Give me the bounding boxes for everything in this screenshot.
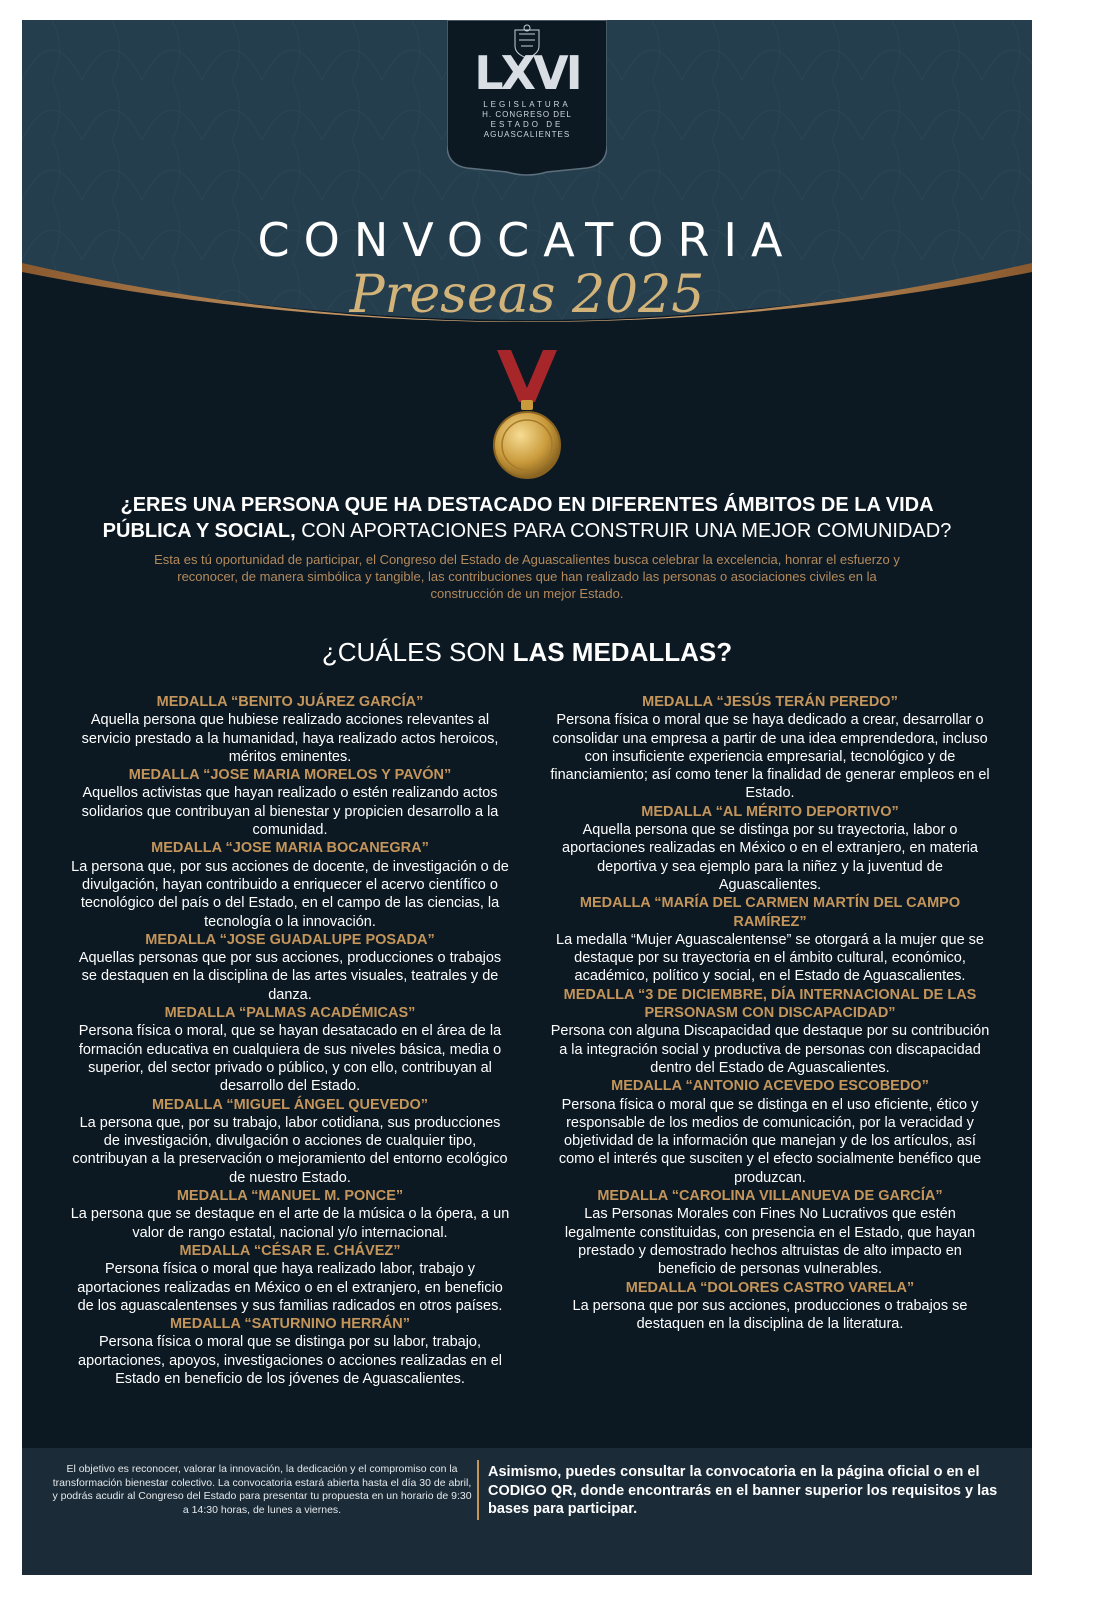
medal-description: Persona física o moral que se distinga en el uso eficiente, ético y responsable de los medios de comunicación, por la veracidad y objetividad de la información que manejan y de los artículos, así como el interés que susciten y el efecto socialmente benéfico que produzcan.	[558, 1096, 982, 1186]
footer-divider	[477, 1460, 479, 1520]
medals-list-left	[70, 693, 510, 1388]
medal-name: MEDALLA “AL MÉRITO DEPORTIVO”	[641, 803, 899, 820]
medal-description: La persona que, por su trabajo, labor cotidiana, sus producciones de investigación, divulgación o acciones de cualquier tipo, contribuyan a la preservación o mejoramiento del entorno ecológico de nuestro Estado.	[72, 1114, 508, 1186]
medal-name: MEDALLA “DOLORES CASTRO VARELA”	[625, 1279, 915, 1296]
medal-name: MEDALLA “MIGUEL ÁNGEL QUEVEDO”	[151, 1096, 429, 1113]
poster	[22, 20, 1032, 1575]
medal-icon	[477, 350, 577, 480]
list-item	[70, 839, 510, 930]
medal-name: MEDALLA “JOSE GUADALUPE POSADA”	[145, 931, 435, 948]
medal-description: Aquellas personas que por sus acciones, producciones o trabajos se destaquen en la disciplina de las artes visuales, teatrales y de danza.	[78, 950, 502, 1003]
list-item	[70, 1242, 510, 1315]
medal-description: Persona física o moral que haya realizado labor, trabajo y aportaciones realizadas en México o en el extranjero, en beneficio de los aguascalentenses y sus familias radicados en otros países.	[77, 1261, 503, 1314]
list-item	[70, 693, 510, 766]
medal-name: MEDALLA “JESÚS TERÁN PEREDO”	[642, 694, 898, 710]
footer-qr-text: Asimismo, puedes consultar la convocatoria en la página oficial o en el CODIGO QR, donde encontrarás en el banner superior los requisitos y las bases para participar.	[488, 1464, 998, 1517]
logo-lxvi: LXVI	[474, 46, 580, 100]
medal-description: La persona que se destaque en el arte de la música o la ópera, a un valor de rango estatal, nacional y/o internacional.	[70, 1206, 510, 1241]
medal-name: MEDALLA “JOSE MARIA BOCANEGRA”	[151, 840, 429, 857]
list-item	[550, 1279, 990, 1334]
medal-name: MEDALLA “BENITO JUÁREZ GARCÍA”	[156, 694, 424, 710]
list-item	[70, 1187, 510, 1242]
medal-description: Aquella persona que se distinga por su trayectoria, labor o aportaciones realizadas en México o en el extranjero, en materia deportiva y sea ejemplo para la niñez y la juventud de Aguascalientes.	[562, 822, 978, 893]
intro-text: Esta es tú oportunidad de participar, el Congreso del Estado de Aguascalientes busca celebrar la excelencia, honrar el esfuerzo y reconocer, de manera simbólica y tangible, las contribuciones que han realizado las personas o asociaciones civiles en la construcción de un mejor Estado.	[154, 552, 900, 601]
medal-name: MEDALLA “MARÍA DEL CARMEN MARTÍN DEL CAMPO RAMÍREZ”	[579, 895, 961, 930]
medal-description: Persona física o moral que se distinga por su labor, trabajo, aportaciones, apoyos, investigaciones o acciones realizadas en el Estado en beneficio de los jóvenes de Aguascalientes.	[78, 1334, 502, 1387]
list-item	[70, 931, 510, 1004]
medal-description: Aquellos activistas que hayan realizado o estén realizando actos solidarios que contribuyan al bienestar y propicien desarrollo a la comunidad.	[81, 785, 499, 839]
page-subtitle: Preseas 2025	[349, 265, 705, 325]
medal-description: Aquella persona que hubiese realizado acciones relevantes al servicio prestado a la humanidad, haya realizado actos heroicos, méritos eminentes.	[81, 712, 499, 765]
list-item	[70, 1315, 510, 1388]
medal-name: MEDALLA “ANTONIO ACEVEDO ESCOBEDO”	[611, 1078, 929, 1095]
list-item	[550, 894, 990, 985]
medal-name: MEDALLA “MANUEL M. PONCE”	[176, 1188, 404, 1205]
medals-list-right	[550, 693, 990, 1333]
medal-description: Persona física o moral que se haya dedicado a crear, desarrollar o consolidar una empresa a partir de una idea emprendedora, incluso con insuficiente experiencia empresarial, tecnológico y de financiamiento; así como tener la finalidad de generar empleos en el Estado.	[550, 712, 990, 802]
page-title: CONVOCATORIA	[257, 213, 797, 267]
medal-name: MEDALLA “CAROLINA VILLANUEVA DE GARCÍA”	[597, 1188, 943, 1205]
list-item	[550, 693, 990, 803]
footer-info-text: El objetivo es reconocer, valorar la innovación, la dedicación y el compromiso con la transformación bienestar colectivo. La convocatoria estará abierta hasta el día 30 de abril, y podrás acudir al Congreso del Estado para presentar tu propuesta en un horario de 9:30 a 14:30 horas, de lunes a viernes.	[52, 1463, 472, 1516]
list-item	[550, 986, 990, 1077]
medal-description: Las Personas Morales con Fines No Lucrativos que estén legalmente constituidas, con presencia en el Estado, que hayan prestado y demostrado hechos altruistas de alto impacto en beneficio de personas vulnerables.	[564, 1206, 976, 1278]
medals-heading: ¿CUÁLES SON LAS MEDALLAS?	[321, 637, 733, 667]
list-item	[70, 1096, 510, 1187]
medal-name: MEDALLA “JOSE MARIA MORELOS Y PAVÓN”	[128, 767, 452, 784]
medal-description: La medalla “Mujer Aguascalentense” se otorgará a la mujer que se destaque por su trayectoria en el ámbito cultural, económico, académico, político y social, en el Estado de Aguascalientes.	[556, 931, 984, 985]
list-item	[550, 1077, 990, 1187]
medal-name: MEDALLA “SATURNINO HERRÁN”	[169, 1316, 411, 1333]
medal-description: Persona física o moral, que se hayan desatacado en el área de la formación educativa en cualquiera de sus niveles básica, media o superior, del sector privado o público, y con ello, contribuyan al desarrollo del Estado.	[78, 1023, 502, 1095]
medal-name: MEDALLA “3 DE DICIEMBRE, DÍA INTERNACIONAL DE LAS PERSONASM CON DISCAPACIDAD”	[563, 986, 977, 1022]
headline-question: ¿ERES UNA PERSONA QUE HA DESTACADO EN DIFERENTES ÁMBITOS DE LA VIDA PÚBLICA Y SOCIAL, CON APORTACIONES PARA CONSTRUIR UNA MEJOR COMUNIDAD?	[102, 494, 952, 542]
list-item	[70, 1004, 510, 1095]
medal-description: La persona que, por sus acciones de docente, de investigación o de divulgación, hayan contribuido a enriquecer el acervo científico o tecnológico del país o del Estado, en el campo de las ciencias, la tecnología o la innovación.	[71, 858, 509, 930]
legislature-text: LEGISLATURA H. CONGRESO DEL ESTADO DE AGUASCALIENTES	[482, 100, 572, 139]
medal-name: MEDALLA “CÉSAR E. CHÁVEZ”	[179, 1242, 401, 1259]
medal-description: La persona que por sus acciones, producciones o trabajos se destaquen en la disciplina de la literatura.	[572, 1297, 968, 1333]
list-item	[70, 766, 510, 839]
medal-description: Persona con alguna Discapacidad que destaque por su contribución a la integración social y productiva de personas con discapacidad dentro del Estado de Aguascalientes.	[550, 1023, 990, 1076]
list-item	[550, 1187, 990, 1278]
list-item	[550, 803, 990, 894]
medal-name: MEDALLA “PALMAS ACADÉMICAS”	[164, 1005, 416, 1022]
